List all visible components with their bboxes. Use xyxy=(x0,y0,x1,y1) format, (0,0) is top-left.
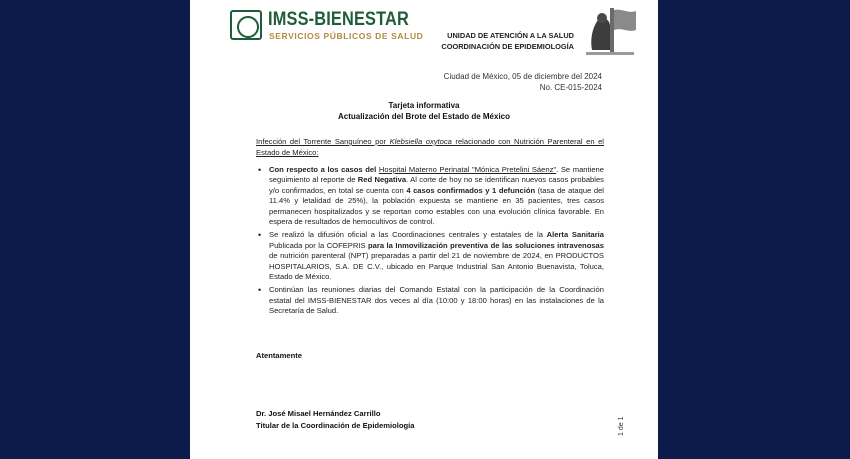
bullet1-lead: Con respecto a los casos del xyxy=(269,165,377,174)
bullet1-counts: 4 casos confirmados y 1 defunción xyxy=(406,185,536,195)
title-line-2: Actualización del Brote del Estado de México xyxy=(337,112,511,121)
place-date-block xyxy=(390,71,602,93)
list-item xyxy=(256,230,604,282)
signer-name: Dr. José Misael Hernández Carrillo xyxy=(256,409,381,418)
subject-organism: Klebsiella oxytoca xyxy=(389,137,452,146)
page-number: 1 de 1 xyxy=(618,416,625,436)
logo-title: IMSS-BIENESTAR xyxy=(268,9,410,30)
flag-figure-emblem-icon xyxy=(584,6,638,56)
document-title xyxy=(230,100,618,122)
title-line-1: Tarjeta informativa xyxy=(388,101,460,110)
imss-bienestar-logo xyxy=(230,8,424,44)
bullet1-text-3: (tasa de ataque del 11.4% y letalidad de 25%), la población expuesta se mantiene en 35 pacientes, tres casos permanecen hospitalizados y se reportan como estables con una evolución clínica favorable. En espera de resultados de hemocultivos de control. xyxy=(269,185,604,227)
bullet1-text-2: . Al corte de hoy no se identifican nuevos casos probables y/o confirmados, en total se cuenta con xyxy=(269,175,604,195)
unit-line-2: COORDINACIÓN DE EPIDEMIOLOGÍA xyxy=(441,42,574,51)
signer-title: Titular de la Coordinación de Epidemiología xyxy=(256,420,415,430)
bullet2-text-3: de nutrición parenteral (NPT) preparadas a partir del 21 de noviembre de 2024, en PRODUCTOS HOSPITALARIOS, S.A. DE C.V., ubicado en Parque Industrial San Antonio Buenavista, Toluca, Estado de México. xyxy=(269,251,604,282)
subject-part-1: Infección del Torrente Sanguíneo por xyxy=(256,137,390,146)
imss-emblem-icon xyxy=(230,10,262,40)
bullet2-action: para la Inmovilización preventiva de las soluciones intravenosas xyxy=(368,240,605,250)
bullet2-text-2: Publicada por la COFEPRIS xyxy=(269,240,368,250)
list-item xyxy=(256,285,604,316)
unit-line-1: UNIDAD DE ATENCIÓN A LA SALUD xyxy=(447,31,574,40)
list-item xyxy=(256,165,604,227)
place-date: Ciudad de México, 05 de diciembre del 2024 xyxy=(443,72,602,81)
subject-part-2: relacionado con Nutrición Parenteral en el Estado de México: xyxy=(256,137,604,157)
unit-header xyxy=(434,30,574,52)
bullet3-text: Continúan las reuniones diarias del Comando Estatal con la participación de la Coordinación estatal del IMSS-BIENESTAR dos veces al día (10:00 y 18:00 horas) en las instalaciones de la Secretaría de Salud. xyxy=(269,285,604,316)
subject-heading xyxy=(256,137,604,158)
bullet1-hospital: Hospital Materno Perinatal "Mónica Pretelini Sáenz" xyxy=(378,165,557,174)
logo-subtitle: SERVICIOS PÚBLICOS DE SALUD xyxy=(269,31,424,41)
document-number: No. CE-015-2024 xyxy=(539,83,602,92)
bullet1-red-negativa: Red Negativa xyxy=(357,175,407,185)
bullet-list xyxy=(256,165,604,320)
bullet2-text-1: Se realizó la difusión oficial a las Coordinaciones centrales y estatales de la xyxy=(269,230,547,240)
bullet1-text-1: . Se mantiene seguimiento al reporte de xyxy=(269,165,604,185)
bullet2-alert: Alerta Sanitaria xyxy=(546,230,604,240)
closing: Atentamente xyxy=(256,351,302,360)
signature-block xyxy=(256,408,415,431)
document-page xyxy=(190,0,658,459)
